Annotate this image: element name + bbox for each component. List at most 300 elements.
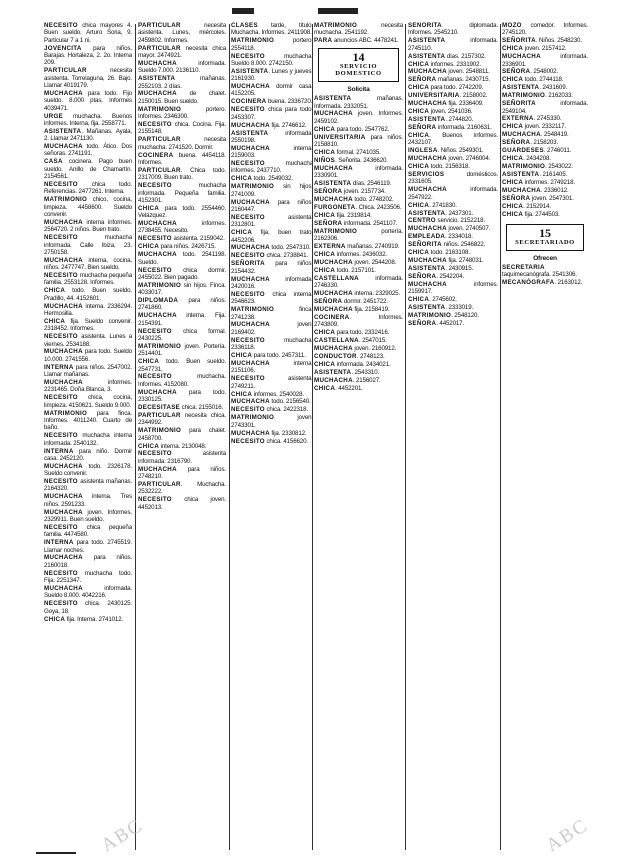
ad-keyword: MATRIMONIO [138,105,182,113]
ad-text: informes. 2540028. [252,390,304,398]
classified-ad [138,496,226,511]
classified-ad [314,188,403,195]
ad-keyword: MUCHACHA [231,321,270,329]
classified-column-1 [44,22,132,850]
classified-ad [408,53,498,60]
ad-keyword: MUCHACHA [314,376,353,384]
ad-keyword: MUCHACHA [44,554,83,562]
ad-keyword: DIPLOMADA [138,297,179,305]
ad-text: informada. 2746330. [314,274,403,290]
ad-text: muchacha. 2336118. [231,336,313,352]
classified-ad [44,143,132,158]
ad-keyword: NECESITO [231,437,265,445]
ad-keyword: MUCHACHA [314,305,353,313]
ad-text: chica dormir. 2455022. Bien pagado. [138,266,226,281]
ad-keyword: MATRIMONIO [231,306,275,314]
ad-text: mañanas. Informada. 2332051. [314,95,403,110]
classified-ad [44,196,132,218]
ad-keyword: ASISTENTA [408,209,446,217]
classified-ad [44,128,132,143]
ad-text: . 2746011. [543,147,572,155]
ad-text: necesita asistenta. Lunes, miércoles. 2459802. Informes. [138,22,226,44]
ad-text: necesita muchacha. 2541192. [314,22,403,37]
ad-text: joven. 2157734. [342,188,386,196]
classified-ad [408,304,498,311]
ad-text: muchacha informada. Calle Ibiza, 23. 2750158. [44,234,132,256]
classified-ad [314,275,403,290]
classified-ad [231,398,313,405]
classified-ad [44,67,132,89]
ad-keyword: MUCHACHA [138,220,177,228]
classified-ad [408,92,498,99]
ad-text: para todo. 2332416. [335,329,390,337]
ad-text: . 2543022. [545,163,573,171]
ad-text: necesita muchacha. 2741520. Dormir. [138,136,226,151]
ad-keyword: ASISTENTA [408,52,446,60]
ad-keyword: MUCHACHA [408,155,447,163]
ad-text: chica, cocina, limpieza. 4150621. Sueldo 9.000. [44,394,132,409]
ad-keyword: CHICA [502,123,524,131]
ad-keyword: MATRIMONIO [502,163,546,171]
classified-ad [314,157,403,164]
ad-text: . 2548120. [451,312,479,320]
ad-keyword: COCINERA [231,98,267,106]
ad-keyword: MUCHACHA [314,290,353,298]
ad-text: todo. 2326178. Sueldo convenir. [44,462,132,478]
ad-text: muchacha interna informada. 2540132. [44,432,132,447]
ad-text: . 2156027. [352,376,381,384]
ad-keyword: MUCHACHA [231,398,270,406]
ad-keyword: MUCHACHA [502,53,541,61]
classified-ad [408,225,498,232]
classified-ad [231,98,313,105]
ad-text: . Niños. 2549301. [437,147,484,155]
classified-column-4 [314,22,403,850]
ad-text: interna. 2151106. [231,359,313,375]
classified-ad [231,244,313,251]
ad-text: todo. 2156318. [429,163,470,171]
classified-ad [408,147,498,154]
ad-text: fija. 2746612. [269,121,307,129]
classified-ad [502,76,588,83]
classified-ad [138,427,226,442]
ad-keyword: MUCHACHA [408,100,447,108]
ad-keyword: MECANÓGRAFA [502,279,555,287]
ad-keyword: PARTICULAR [138,44,181,52]
ad-text: taquimecanógrafa. 2541306. [502,271,577,279]
section-title: SERVICIO DOMESTICO [335,62,382,78]
classified-ad [44,287,132,302]
classified-ad [138,60,226,75]
ad-text: asistenta. Lunes a viernes. 2534188. [44,333,132,348]
ad-text: muchacha pequeña familia. 2553128. Informes. [44,272,132,287]
ad-text: chica. 2738841. [264,252,308,260]
ad-text: de chalet. 2150015. Buen sueldo. [138,90,226,105]
ad-text: . 2543310. [351,368,380,376]
ad-text: buena. 2336720. [266,98,313,106]
ad-text: joven. 2157412. [523,45,567,53]
column-divider [500,24,501,850]
classified-ad [502,53,588,68]
ad-keyword: CHICA [44,287,66,295]
ad-text: . 2158203. [530,139,559,147]
classified-ad [44,463,132,478]
ad-keyword: NECESITO [138,373,172,381]
classified-ad [314,298,403,305]
ad-keyword: MUCHACHA [44,143,83,151]
ad-text: para niños. Barajas. Hortaleza, 2. 2o. Interna 209. [44,44,132,67]
ad-text: necesita chica mayor. 2474921. [138,44,226,59]
classified-ad [314,196,403,203]
classified-ad [314,329,403,336]
ad-keyword: NECESITO [44,234,78,242]
ad-text: chica interna. 2546623. [231,290,313,306]
classified-ad [314,165,403,180]
classified-ad [138,343,226,358]
classified-ad [502,211,588,218]
classified-ad [408,312,498,319]
classified-ad [138,358,226,373]
ad-keyword: ASISTENTA [502,171,540,179]
ad-keyword: CONDUCTOR [314,352,357,360]
abc-watermark-logo: ABC [97,814,147,857]
ad-keyword: CASTELLANA [314,274,359,282]
classified-ad [44,410,132,432]
classified-ad [138,404,226,411]
classified-ad [44,478,132,493]
classified-ad [44,585,132,600]
ad-keyword: NECESITO [44,600,78,608]
ad-keyword: MUCHACHA [314,164,353,172]
classified-ad [138,282,226,297]
ad-text: muchacha informes. 2437710. [231,160,313,175]
ad-keyword: MATRIMONIO [44,196,88,204]
classified-ad [138,167,226,182]
classified-ad [408,68,498,75]
classified-ad [44,616,132,623]
classified-ad [138,443,226,450]
ad-keyword: ASISTENTA [408,116,446,124]
ad-keyword: COCINERA [138,151,174,159]
ad-text: fija. 2336409. [446,100,484,108]
ad-text: todo. 2163108. [429,249,470,257]
classified-ad [231,375,313,390]
ad-text: informada. Sueldo 8.000. 4042216. [44,585,132,600]
classified-ad [138,243,226,250]
classified-ad [408,155,498,162]
classified-ad [44,181,132,196]
ad-keyword: CHICA [408,84,430,92]
ad-text: joven. Portería. 2514401. [138,342,226,358]
ad-text: para niños. 2158810. [314,133,403,148]
ad-text: chico, cocina, limpieza. 4458600. Sueldo convenir. [44,196,132,218]
ad-text: finca. 2741238. [231,306,313,321]
classified-ad [502,37,588,44]
classified-ad [502,155,588,162]
classified-ad [408,249,498,256]
section-title: SECRETARIADO [515,239,575,247]
ad-text: joven. 2740507. [446,225,491,233]
classified-ad [138,136,226,151]
ad-text: . 2162033. [545,92,573,100]
section-subtitle: Solicita [347,85,370,93]
classified-ad [138,152,226,167]
classified-ad [408,217,498,224]
classified-ad [44,303,132,318]
ad-text: muchacha informada. Pequeña familia. 4152301. [138,182,226,204]
ad-keyword: MUCHACHA [231,144,270,152]
classified-ad [314,110,403,125]
classified-ad [231,360,313,375]
ad-keyword: NECESITO [44,394,78,402]
ad-text: todo. 2748202. [352,195,394,203]
classified-ad [314,228,403,243]
classified-ad [231,291,313,306]
classified-ad [502,171,588,178]
ad-keyword: SEÑORITA [408,22,442,29]
classified-ad [408,241,498,248]
ad-text: . 2334018. [445,233,473,241]
ad-text: . 2741830. [429,201,457,209]
ad-keyword: NECESITO [44,272,78,280]
ad-keyword: MUCHACHA [138,465,177,473]
classified-ad [502,45,588,52]
ad-text: . Mañanas. Ayala, 2. Llamar 2471130. [44,127,132,143]
ad-keyword: MUCHACHA [502,131,541,139]
classified-ad [231,83,313,98]
classified-ad [138,466,226,481]
ad-keyword: NECESITO [231,213,265,221]
ad-text: . 2748123. [356,352,385,360]
classified-ad [231,68,313,83]
ad-text: informada. 2547922. [408,186,498,201]
ad-text: servicio. 2152218. [435,217,486,225]
classified-ad [138,235,226,242]
ad-text: dormir. 2451722. [342,297,388,305]
classified-ad [314,314,403,329]
classified-ad [231,414,313,429]
classified-ad [231,438,313,445]
classified-ad [44,364,132,379]
ad-keyword: NECESITO [44,22,78,29]
ad-keyword: CHICA [314,360,336,368]
column-divider [312,24,313,850]
ad-text: sin hijos. 2741009. [231,183,313,198]
ad-text: para todo. Sueldo 10.000. 2741556. [44,348,132,363]
classified-ad [138,182,226,204]
ad-text: chica joven. 4452013. [138,496,226,511]
ad-keyword: CHICA [502,178,524,186]
ad-text: para todo. 2745519. Llamar noches. [44,539,132,554]
ad-keyword: MUCHACHA [408,186,447,194]
ad-keyword: NECESITO [138,496,172,504]
ad-text: informes. 2738455. Necesito. [138,220,226,235]
ad-keyword: INTERNA [44,539,74,547]
ad-text: informada. 2336901. [502,53,588,68]
ad-text: joven. 2743301. [231,414,313,429]
ad-text: informes. 2436032. [335,250,387,258]
ad-text: dormir casa. 4152205. [231,83,313,98]
ad-text: fija. 2748031. [446,257,484,265]
classified-ad [502,92,588,99]
classified-ad [231,321,313,336]
classified-ad [44,90,132,112]
ad-keyword: MOZO [502,22,522,29]
ad-keyword: CHICA [502,202,524,210]
classified-ad [44,45,132,67]
ad-keyword: MATRIMONIO [231,37,275,45]
ad-keyword: CHICA [138,442,160,450]
ad-keyword: CHICA [502,210,524,218]
ad-text: para niños. 2426715. [159,243,216,251]
ad-keyword: CHICA [314,148,336,156]
classified-ad [408,186,498,201]
section-number: 15 [539,226,551,241]
ad-text: muchacha. Informes. 4152080. [138,373,226,388]
ad-keyword: CHICA [408,249,430,257]
ad-keyword: NECESITO [231,290,265,298]
ad-text: portero. Informes. 2346300. [138,105,226,121]
classified-ad [138,90,226,105]
ad-text: anuncios ABC. 4478241. [332,37,399,45]
classified-ad [314,345,403,352]
column-divider [405,24,406,850]
ad-text: buena. 4454118. Informes. [138,151,226,166]
ad-keyword: CHICA [314,211,336,219]
ad-keyword: NECESITO [231,336,265,344]
ad-keyword: CHICA [44,317,66,325]
classified-column-3 [231,22,313,850]
ad-keyword: DECESITASE [138,404,181,412]
ad-keyword: NECESITO [44,523,78,531]
ad-keyword: PARTICULAR [138,481,181,489]
ad-keyword: ASISTENTA [408,265,446,273]
ad-text: informes. 2159917. [408,280,498,296]
classified-ad [502,264,588,279]
ad-keyword: MUCHACHA [138,388,177,396]
section-subtitle: Ofrecen [533,254,557,262]
ad-text: joven. 2547301. [530,194,574,202]
ad-keyword: MUCHACHA [44,585,83,593]
ad-text: chica. 4156620. [264,437,308,445]
classified-ad [314,220,403,227]
ad-keyword: CHICA [314,329,336,337]
classified-ad [231,130,313,145]
ad-keyword: CHICA [314,250,336,258]
ad-text: asistenta informada. 2316790. [138,450,226,465]
ad-keyword: UNIVERSITARIA [314,133,366,141]
ad-keyword: MATRIMONIO [138,342,182,350]
ad-keyword: SEÑORITA [231,260,265,268]
ad-text: para niños. 2154432. [231,260,313,275]
ad-text: . Niños. 2548230. [535,37,582,45]
ad-text: niños. 2546822. [441,241,486,249]
ad-keyword: MUCHACHA [44,493,83,501]
ad-keyword: MUCHACHA [44,89,83,97]
ad-text: para finca. Informes. 4011240. Cuarto de baño. [44,409,132,432]
ad-keyword: ASISTENTA [231,67,269,75]
classified-ad [408,202,498,209]
ad-text: asistenta. 2749211. [231,375,313,390]
ad-text: chica para todo. 2453307. [231,106,313,121]
classified-ad [314,377,403,384]
ad-keyword: MUCHACHA [408,280,447,288]
classified-ad [44,570,132,585]
ad-keyword: PARTICULAR [44,67,87,75]
ad-keyword: COCINERA [314,313,350,321]
ad-keyword: INTERNA [44,363,74,371]
ad-text: . Buenos informes. 2432107. [408,131,498,147]
classified-ad [502,22,588,37]
classified-ad [44,234,132,256]
ad-text: informes. 2231465. Doña Blanca, 3. [44,379,132,394]
ad-keyword: MUCHACHA [44,462,83,470]
ad-keyword: ASISTENTA [314,95,352,103]
ad-text: mañanas. 2740919. [345,243,400,250]
ad-text: informada. 2745110. [408,37,498,52]
classified-ad [231,160,313,175]
ad-text: chica mayores 4. Buen sueldo. Arturo Soria, 9. Particular 7 a 1 ni. [44,22,132,44]
abc-watermark-logo: ABC [542,814,592,857]
classified-ad [44,432,132,447]
ad-text: para niños. 2748210. [138,465,226,481]
ad-text: . Muchacha. 2532222. [138,481,226,496]
ad-text: joven. 2746004. [446,155,491,163]
ad-text: para niños. 2547002. Llamar mañanas. [44,363,132,379]
ad-keyword: CHICA [502,76,524,84]
classified-ad [138,45,226,60]
ad-text: para niño. Dormir casa. 2452120. [44,447,132,462]
ad-keyword: SEÑORITA [408,241,442,249]
ad-keyword: SERVICIOS [408,171,445,179]
classified-ad [408,265,498,272]
ad-keyword: CENTRO [408,217,436,225]
ad-text: informes. 2331902. [429,60,481,68]
ad-text: asistenta. 2159042. [171,235,225,243]
classified-ad [44,394,132,409]
classified-ad [231,183,313,198]
classified-ad [138,75,226,90]
classified-ad [408,22,498,37]
ad-keyword: SEÑORA [314,219,343,227]
ad-keyword: SEÑORA [408,320,437,328]
ad-text: . Chica. 2423506. [355,203,402,211]
ad-text: . 2152914. [523,202,551,210]
ad-text: joven. 2160912. [352,345,397,352]
classified-ad [138,389,226,404]
classified-ad [314,126,403,133]
ad-keyword: NECESITO [44,333,78,341]
ad-keyword: CHICA [314,125,336,133]
ad-text: . 2547015. [358,337,387,345]
ad-text: todo. 2157101. [335,266,376,274]
ad-keyword: MUCHACHA [44,302,83,310]
ad-text: informada. 2541107. [342,219,398,227]
classified-ad [231,22,313,37]
ad-keyword: SEÑORA [408,76,437,84]
ad-keyword: CASTELLANA [314,337,359,345]
classified-ad [138,328,226,343]
ad-text: informada. 2420016. [231,275,313,290]
ad-text: . 2437301. [445,209,474,217]
ad-text: chica formal. 2430225. [138,327,226,342]
classified-ad [138,450,226,465]
ad-text: fija. 2158419. [352,305,390,313]
ad-keyword: SEÑORITA [502,100,536,108]
classified-ad [231,214,313,229]
classified-ad [231,391,313,398]
ad-keyword: NECESITO [44,180,78,188]
